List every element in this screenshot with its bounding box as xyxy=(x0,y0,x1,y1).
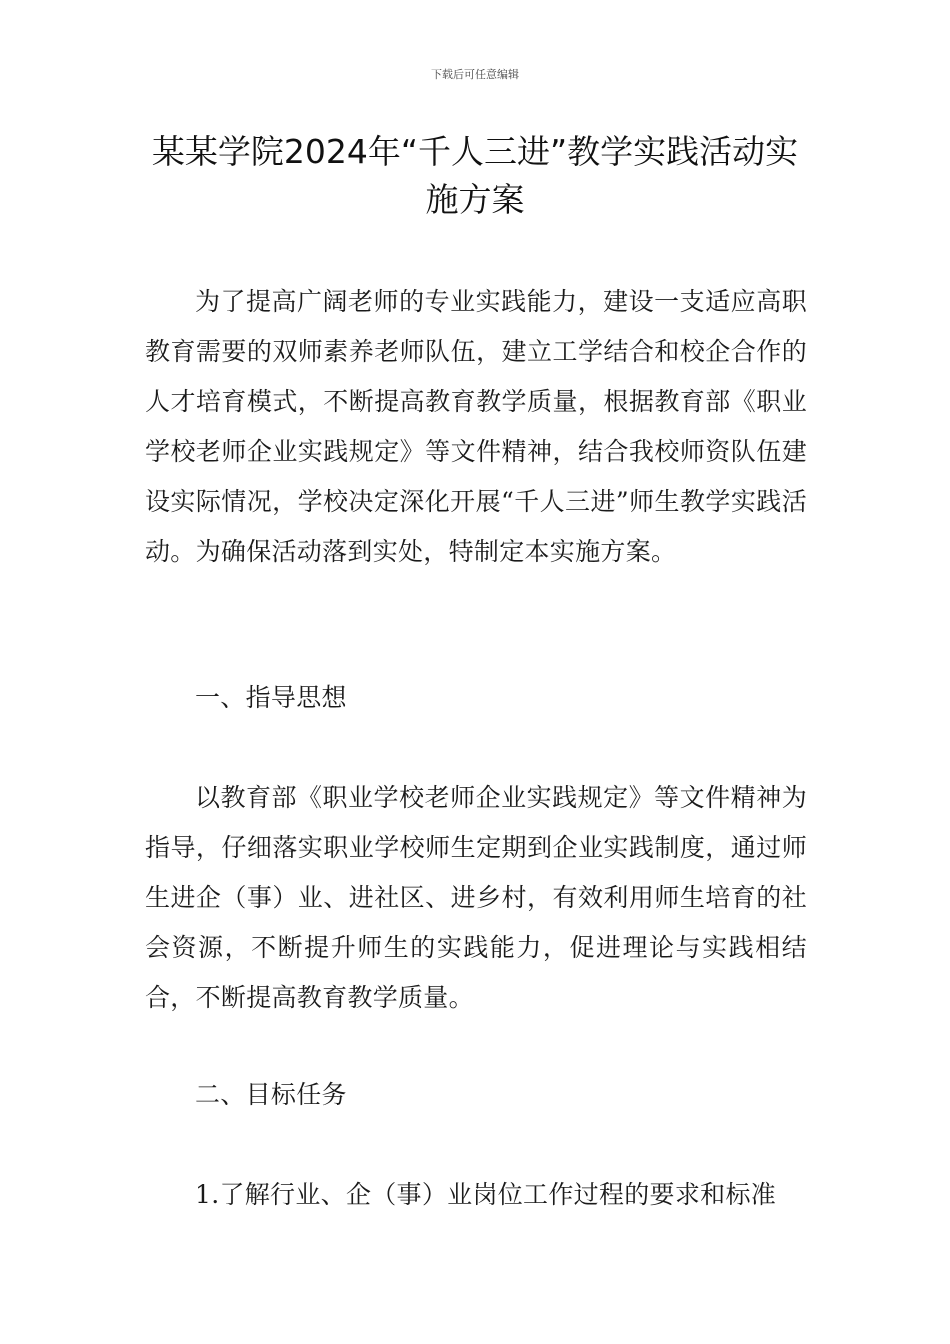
document-title: 某某学院2024年“千人三进”教学实践活动实施方案 xyxy=(151,132,799,219)
guiding-thought-paragraph: 以教育部《职业学校老师企业实践规定》等文件精神为指导，仔细落实职业学校师生定期到企业实践制度，通过师生进企（事）业、进社区、进乡村，有效利用师生培育的社会资源，不断提升师生的实践能力，促进理论与实践相结合，不断提高教育教学质量。 xyxy=(145,783,807,1012)
header-note: 下载后可任意编辑 xyxy=(431,68,519,81)
section-heading-guiding-thought: 一、指导思想 xyxy=(195,683,347,712)
section-heading-goals-tasks: 二、目标任务 xyxy=(195,1080,347,1109)
goals-list-item-1: 1.了解行业、企（事）业岗位工作过程的要求和标准 xyxy=(195,1180,777,1209)
intro-paragraph: 为了提高广阔老师的专业实践能力，建设一支适应高职教育需要的双师素养老师队伍，建立工学结合和校企合作的人才培育模式，不断提高教育教学质量，根据教育部《职业学校老师企业实践规定》等文件精神，结合我校师资队伍建设实际情况，学校决定深化开展“千人三进”师生教学实践活动。为确保活动落到实处，特制定本实施方案。 xyxy=(145,287,807,566)
